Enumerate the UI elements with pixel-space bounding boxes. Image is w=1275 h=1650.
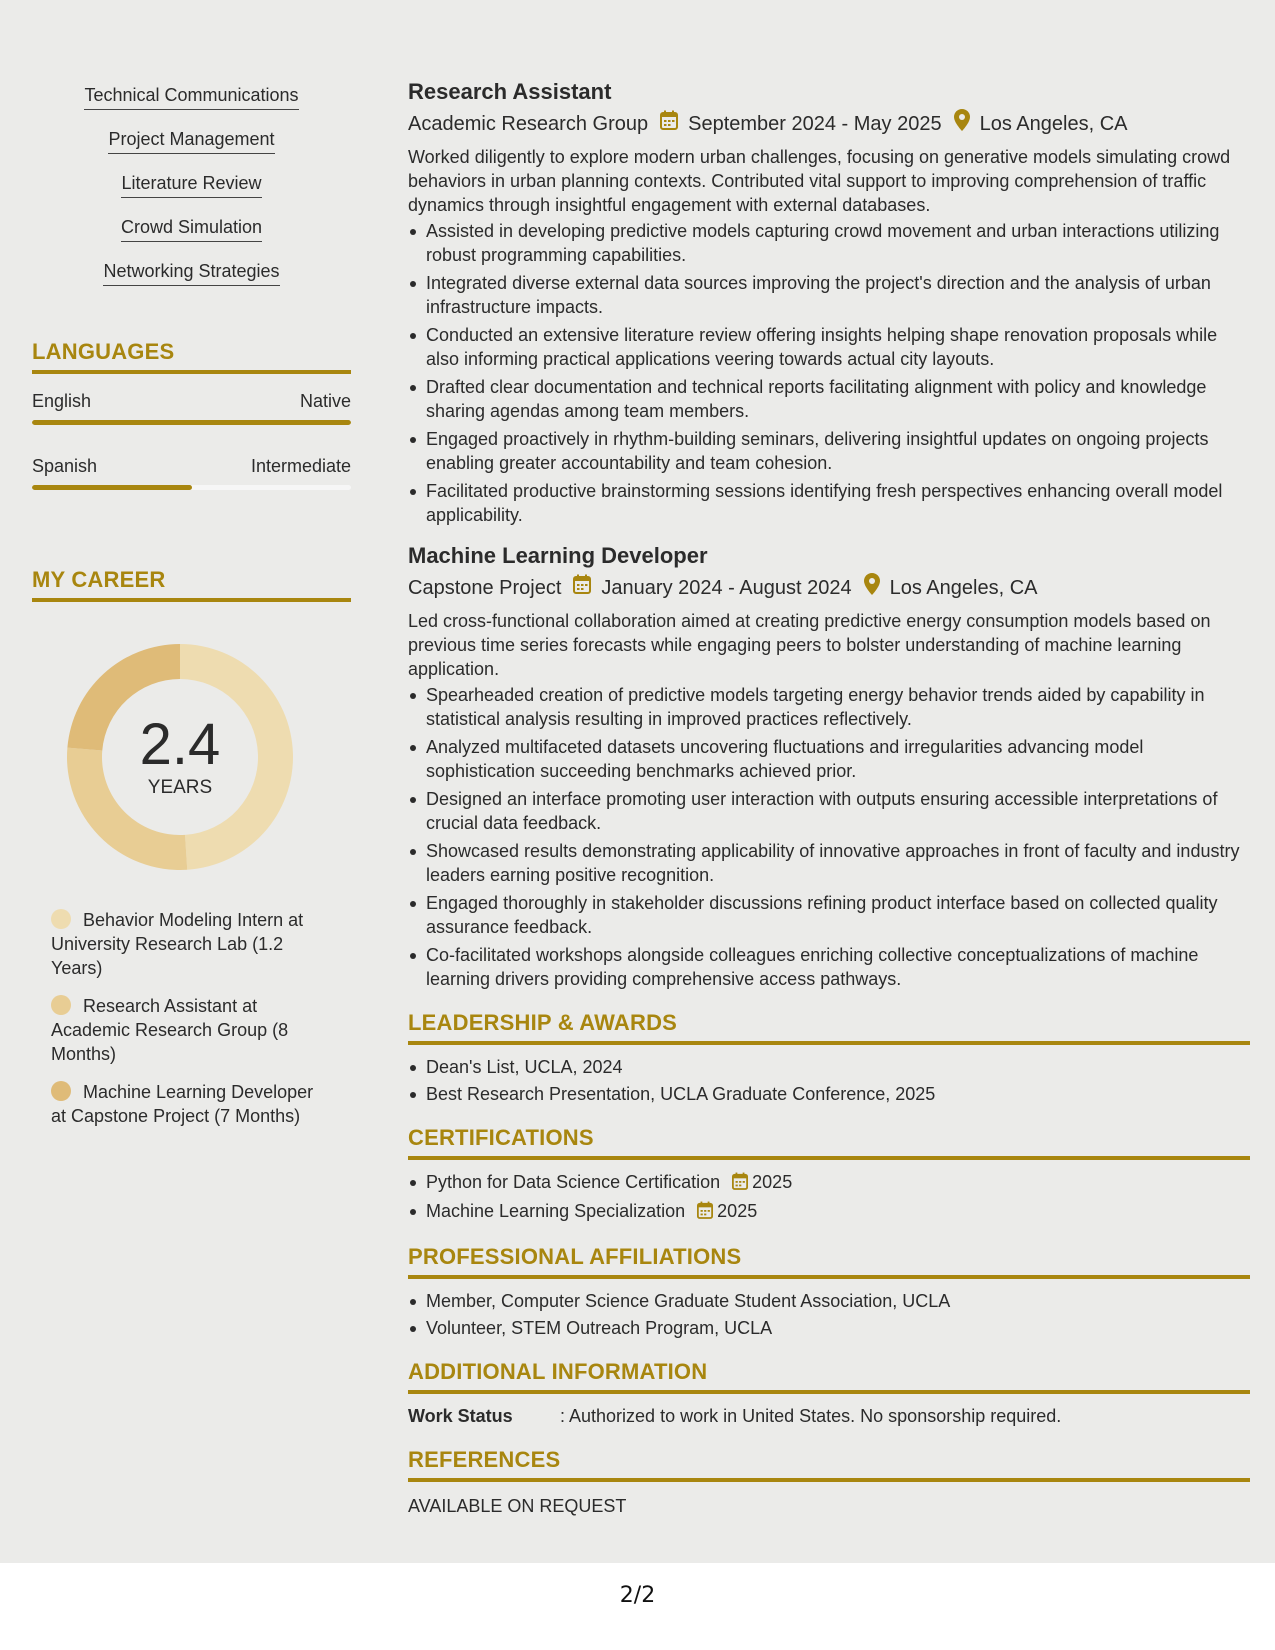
- job-dates: September 2024 - May 2025: [688, 113, 942, 135]
- career-total: 2.4: [139, 712, 221, 777]
- location-pin-icon: [954, 109, 970, 139]
- job-bullet: Designed an interface promoting user interaction with outputs ensuring accessible interpretations of crucial data feedback.: [408, 787, 1250, 835]
- job-bullets: [408, 219, 1250, 527]
- job-location: Los Angeles, CA: [979, 113, 1128, 135]
- job-meta: [408, 573, 1250, 603]
- page-footer: [0, 1563, 1275, 1650]
- job-bullet: Spearheaded creation of predictive models targeting energy behavior trends aided by capability in statistical analysis resulting in improved practices reflectively.: [408, 683, 1250, 731]
- job-title: Research Assistant: [408, 79, 612, 104]
- language-bar-fill: [32, 420, 351, 425]
- language-name: Spanish: [32, 456, 98, 476]
- language-bar-fill: [32, 485, 192, 490]
- legend-dot: [51, 995, 71, 1015]
- career-unit: YEARS: [147, 777, 213, 798]
- job-location: Los Angeles, CA: [889, 577, 1038, 599]
- certifications-section: [408, 1124, 1250, 1225]
- skill-item: Project Management: [108, 128, 274, 154]
- references-section: [408, 1446, 1250, 1518]
- certification-name: Machine Learning Specialization: [426, 1201, 686, 1221]
- job-company: Capstone Project: [408, 577, 562, 599]
- additional-info-section: [408, 1358, 1250, 1428]
- skill-item: Literature Review: [121, 172, 261, 198]
- additional-info-title: ADDITIONAL INFORMATION: [408, 1358, 1250, 1394]
- certification-item: [408, 1170, 1250, 1196]
- job-bullet: Analyzed multifaceted datasets uncovering fluctuations and irregularities advancing model sophistication succeeding benchmarks achieved prior.: [408, 735, 1250, 783]
- certifications-title: CERTIFICATIONS: [408, 1124, 1250, 1160]
- job-bullet: Co-facilitated workshops alongside colleagues enriching collective conceptualizations of machine learning drivers providing comprehensive access pathways.: [408, 943, 1250, 991]
- languages-section: [32, 338, 351, 490]
- certification-item: [408, 1199, 1250, 1225]
- skill-item: Technical Communications: [84, 84, 298, 110]
- location-pin-icon: [864, 573, 880, 603]
- legend-label: Research Assistant at Academic Research Group (8 Months): [51, 996, 289, 1064]
- certification-year: 2025: [717, 1201, 758, 1221]
- career-legend-item: [51, 1080, 322, 1128]
- right-column: [408, 78, 1250, 1518]
- left-column: [32, 84, 351, 1142]
- job-bullet: Engaged thoroughly in stakeholder discussions refining product interface based on collected quality assurance feedback.: [408, 891, 1250, 939]
- skill-item: Crowd Simulation: [121, 216, 262, 242]
- job-bullet: Assisted in developing predictive models capturing crowd movement and urban interactions utilizing robust programming capabilities.: [408, 219, 1250, 267]
- calendar-icon: [573, 574, 591, 602]
- job-bullet: Facilitated productive brainstorming sessions identifying fresh perspectives enhancing overall model applicability.: [408, 479, 1250, 527]
- page-number: 2/2: [619, 1583, 656, 1608]
- career-title: MY CAREER: [32, 566, 351, 602]
- award-item: Dean's List, UCLA, 2024: [408, 1055, 1250, 1079]
- language-name: English: [32, 391, 92, 411]
- career-legend-item: [51, 908, 322, 980]
- legend-dot: [51, 909, 71, 929]
- language-bar: [32, 485, 351, 490]
- job-description: Led cross-functional collaboration aimed at creating predictive energy consumption models based on previous time series forecasts while engaging peers to bolster understanding of machine learning application.: [408, 611, 1211, 679]
- languages-title: LANGUAGES: [32, 338, 351, 374]
- language-level: Intermediate: [250, 456, 351, 476]
- leadership-title: LEADERSHIP & AWARDS: [408, 1009, 1250, 1045]
- references-title: REFERENCES: [408, 1446, 1250, 1482]
- affiliation-item: Volunteer, STEM Outreach Program, UCLA: [408, 1316, 1250, 1340]
- affiliation-item: Member, Computer Science Graduate Student Association, UCLA: [408, 1289, 1250, 1313]
- job-entry: [408, 78, 1250, 527]
- legend-label: Behavior Modeling Intern at University Research Lab (1.2 Years): [51, 910, 304, 978]
- job-entry: [408, 542, 1250, 991]
- skill-item: Networking Strategies: [103, 260, 279, 286]
- job-company: Academic Research Group: [408, 113, 649, 135]
- legend-label: Machine Learning Developer at Capstone Project (7 Months): [51, 1082, 314, 1126]
- job-bullet: Drafted clear documentation and technical reports facilitating alignment with policy and knowledge sharing agendas among team members.: [408, 375, 1250, 423]
- work-status-value: : Authorized to work in United States. No sponsorship required.: [560, 1406, 1062, 1426]
- job-bullet: Integrated diverse external data sources improving the project's direction and the analysis of urban infrastructure impacts.: [408, 271, 1250, 319]
- job-bullets: [408, 683, 1250, 991]
- affiliations-section: [408, 1243, 1250, 1340]
- job-title: Machine Learning Developer: [408, 543, 708, 568]
- career-legend: [32, 908, 322, 1128]
- language-item: [32, 455, 351, 490]
- skills-list: [32, 84, 351, 304]
- legend-dot: [51, 1081, 71, 1101]
- job-dates: January 2024 - August 2024: [601, 577, 852, 599]
- job-bullet: Showcased results demonstrating applicability of innovative approaches in front of faculty and industry leaders earning positive recognition.: [408, 839, 1250, 887]
- language-level: Native: [299, 391, 351, 411]
- certification-year: 2025: [752, 1172, 793, 1192]
- calendar-icon: [660, 110, 678, 138]
- award-item: Best Research Presentation, UCLA Graduate Conference, 2025: [408, 1082, 1250, 1106]
- leadership-section: [408, 1009, 1250, 1106]
- job-description: Worked diligently to explore modern urban challenges, focusing on generative models simulating crowd behaviors in urban planning contexts. Contributed vital support to improving comprehension of traffic dynamics through insightful engagement with external databases.: [408, 147, 1231, 215]
- work-status-label: Work Status: [408, 1406, 513, 1426]
- job-bullet: Conducted an extensive literature review offering insights helping shape renovation proposals while also informing practical applications veering towards actual city layouts.: [408, 323, 1250, 371]
- language-item: [32, 390, 351, 425]
- calendar-icon: [697, 1201, 713, 1225]
- work-status-row: [408, 1404, 1250, 1428]
- career-section: [32, 566, 351, 1128]
- job-meta: [408, 109, 1250, 139]
- calendar-icon: [732, 1172, 748, 1196]
- references-text: AVAILABLE ON REQUEST: [408, 1496, 627, 1516]
- certification-name: Python for Data Science Certification: [426, 1172, 721, 1192]
- job-bullet: Engaged proactively in rhythm-building seminars, delivering insightful updates on ongoing projects enabling greater accountability and team cohesion.: [408, 427, 1250, 475]
- affiliations-title: PROFESSIONAL AFFILIATIONS: [408, 1243, 1250, 1279]
- career-donut: [65, 642, 295, 872]
- language-bar: [32, 420, 351, 425]
- career-legend-item: [51, 994, 322, 1066]
